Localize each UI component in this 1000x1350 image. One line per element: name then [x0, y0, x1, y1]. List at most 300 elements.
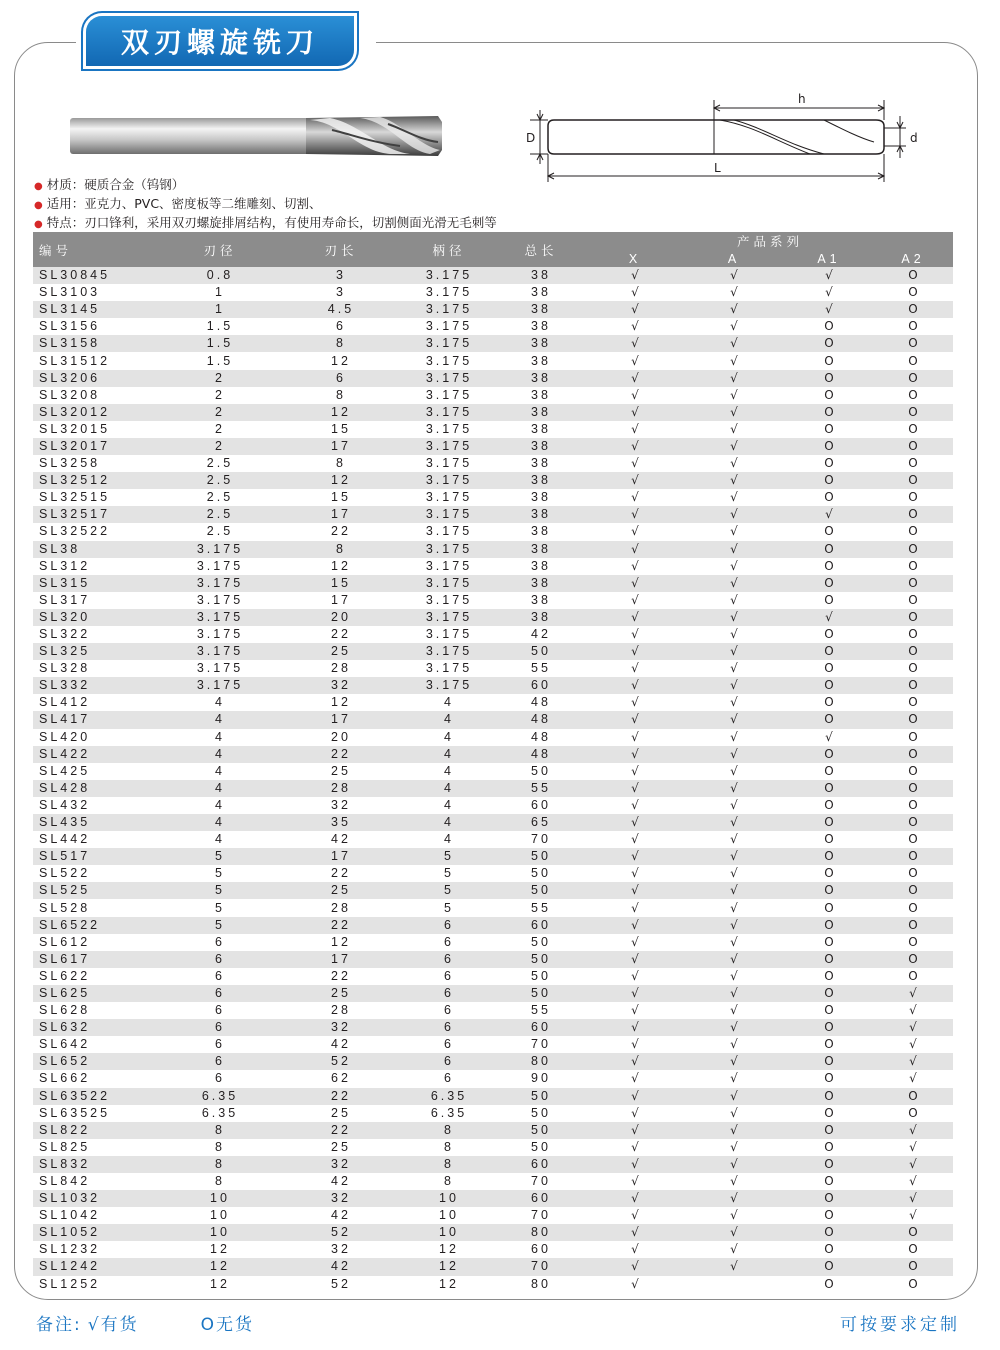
- cell-series-a1: O: [785, 421, 873, 438]
- cell-shank-diameter: 4: [403, 746, 495, 763]
- cell-code: SL3206: [33, 370, 161, 387]
- cell-blade-length: 17: [279, 951, 403, 968]
- cell-blade-diameter: 4: [161, 729, 279, 746]
- table-row: [33, 1036, 953, 1053]
- cell-shank-diameter: 3.175: [403, 404, 495, 421]
- dim-label-d: d: [910, 131, 918, 145]
- cell-blade-diameter: 2: [161, 404, 279, 421]
- cell-blade-length: 42: [279, 1258, 403, 1275]
- table-row: [33, 626, 953, 643]
- cell-blade-diameter: 4: [161, 746, 279, 763]
- cell-blade-diameter: 6: [161, 1036, 279, 1053]
- cell-code: SL420: [33, 729, 161, 746]
- cell-series-a1: O: [785, 1258, 873, 1275]
- cell-blade-diameter: 12: [161, 1241, 279, 1258]
- cell-blade-length: 42: [279, 1173, 403, 1190]
- cell-series-a2: O: [873, 643, 953, 660]
- cell-series-a1: O: [785, 814, 873, 831]
- cell-total-length: 50: [495, 1105, 587, 1122]
- cell-blade-length: 32: [279, 797, 403, 814]
- cell-shank-diameter: 4: [403, 831, 495, 848]
- cell-code: SL328: [33, 660, 161, 677]
- cell-shank-diameter: 5: [403, 865, 495, 882]
- cell-series-a1: √: [785, 609, 873, 626]
- cell-blade-diameter: 12: [161, 1276, 279, 1293]
- cell-series-x: √: [587, 575, 683, 592]
- cell-series-a2: O: [873, 284, 953, 301]
- cell-code: SL432: [33, 797, 161, 814]
- cell-series-a: √: [683, 660, 785, 677]
- cell-shank-diameter: 6: [403, 1036, 495, 1053]
- cell-shank-diameter: 3.175: [403, 489, 495, 506]
- cell-blade-diameter: 4: [161, 694, 279, 711]
- cell-code: SL662: [33, 1070, 161, 1087]
- cell-series-a: √: [683, 780, 785, 797]
- cell-code: SL525: [33, 882, 161, 899]
- cell-blade-length: 25: [279, 1139, 403, 1156]
- cell-shank-diameter: 3.175: [403, 660, 495, 677]
- cell-shank-diameter: 4: [403, 729, 495, 746]
- cell-series-x: √: [587, 267, 683, 284]
- cell-blade-diameter: 6: [161, 968, 279, 985]
- cell-series-x: √: [587, 335, 683, 352]
- cell-total-length: 38: [495, 558, 587, 575]
- cell-series-a1: O: [785, 387, 873, 404]
- cell-blade-length: 28: [279, 780, 403, 797]
- cell-blade-length: 12: [279, 472, 403, 489]
- cell-series-a1: O: [785, 1190, 873, 1207]
- cell-series-a: √: [683, 404, 785, 421]
- cell-total-length: 38: [495, 592, 587, 609]
- table-row: [33, 1173, 953, 1190]
- cell-code: SL325: [33, 643, 161, 660]
- cell-series-a1: O: [785, 951, 873, 968]
- cell-series-a2: O: [873, 797, 953, 814]
- cell-blade-diameter: 6.35: [161, 1088, 279, 1105]
- cell-code: SL832: [33, 1156, 161, 1173]
- header-code: 编号: [33, 232, 161, 267]
- cell-blade-diameter: 2.5: [161, 489, 279, 506]
- cell-shank-diameter: 3.175: [403, 455, 495, 472]
- cell-code: SL428: [33, 780, 161, 797]
- cell-total-length: 38: [495, 318, 587, 335]
- cell-blade-diameter: 3.175: [161, 558, 279, 575]
- cell-series-a2: O: [873, 472, 953, 489]
- cell-total-length: 38: [495, 455, 587, 472]
- cell-series-a2: O: [873, 865, 953, 882]
- cell-series-a2: O: [873, 848, 953, 865]
- cell-series-x: √: [587, 370, 683, 387]
- table-row: [33, 1070, 953, 1087]
- cell-series-x: √: [587, 711, 683, 728]
- table-row: [33, 352, 953, 369]
- cell-code: SL417: [33, 711, 161, 728]
- cell-series-a1: O: [785, 1019, 873, 1036]
- cell-total-length: 38: [495, 352, 587, 369]
- cell-series-a2: O: [873, 677, 953, 694]
- cell-blade-length: 15: [279, 575, 403, 592]
- cell-shank-diameter: 6: [403, 1070, 495, 1087]
- cell-series-a2: √: [873, 1207, 953, 1224]
- cell-code: SL317: [33, 592, 161, 609]
- table-row: [33, 284, 953, 301]
- cell-total-length: 38: [495, 523, 587, 540]
- cell-series-a2: O: [873, 729, 953, 746]
- cell-blade-diameter: 8: [161, 1122, 279, 1139]
- cell-series-x: √: [587, 455, 683, 472]
- cell-series-a2: O: [873, 370, 953, 387]
- cell-total-length: 38: [495, 489, 587, 506]
- header-blade-length: 刃长: [279, 232, 403, 267]
- cell-series-x: √: [587, 1139, 683, 1156]
- table-row: [33, 267, 953, 284]
- cell-blade-diameter: 5: [161, 899, 279, 916]
- cell-series-a1: O: [785, 694, 873, 711]
- cell-series-x: √: [587, 1258, 683, 1275]
- cell-shank-diameter: 4: [403, 694, 495, 711]
- cell-series-a: √: [683, 865, 785, 882]
- cell-series-a: √: [683, 951, 785, 968]
- cell-code: SL63525: [33, 1105, 161, 1122]
- cell-code: SL315: [33, 575, 161, 592]
- cell-blade-diameter: 6: [161, 951, 279, 968]
- cell-series-a1: O: [785, 1122, 873, 1139]
- tool-photo: [70, 112, 450, 160]
- dim-label-L: L: [714, 161, 721, 175]
- cell-blade-length: 42: [279, 1036, 403, 1053]
- table-row: [33, 729, 953, 746]
- cell-code: SL522: [33, 865, 161, 882]
- cell-series-a: √: [683, 626, 785, 643]
- table-row: [33, 335, 953, 352]
- cell-series-a1: O: [785, 985, 873, 1002]
- cell-blade-diameter: 2: [161, 438, 279, 455]
- page-title: 双刃螺旋铣刀: [120, 26, 319, 59]
- cell-blade-length: 28: [279, 1002, 403, 1019]
- cell-shank-diameter: 4: [403, 797, 495, 814]
- cell-code: SL32515: [33, 489, 161, 506]
- table-row: [33, 370, 953, 387]
- table-row: [33, 1122, 953, 1139]
- cell-code: SL32522: [33, 523, 161, 540]
- table-row: [33, 1139, 953, 1156]
- cell-series-x: √: [587, 1207, 683, 1224]
- cell-code: SL30845: [33, 267, 161, 284]
- cell-series-a1: O: [785, 472, 873, 489]
- cell-series-a: √: [683, 1036, 785, 1053]
- cell-code: SL435: [33, 814, 161, 831]
- cell-series-a1: O: [785, 1002, 873, 1019]
- cell-blade-length: 52: [279, 1053, 403, 1070]
- cell-series-a1: O: [785, 865, 873, 882]
- cell-total-length: 60: [495, 917, 587, 934]
- cell-blade-diameter: 2.5: [161, 506, 279, 523]
- cell-series-x: √: [587, 626, 683, 643]
- cell-blade-length: 32: [279, 1156, 403, 1173]
- cell-series-x: √: [587, 1036, 683, 1053]
- cell-shank-diameter: 6: [403, 1019, 495, 1036]
- cell-series-x: √: [587, 865, 683, 882]
- cell-series-x: √: [587, 985, 683, 1002]
- cell-series-a: √: [683, 335, 785, 352]
- cell-series-a2: O: [873, 421, 953, 438]
- table-row: [33, 882, 953, 899]
- dim-label-h: h: [798, 92, 806, 106]
- cell-blade-diameter: 3.175: [161, 592, 279, 609]
- table-row: [33, 660, 953, 677]
- cell-blade-length: 22: [279, 626, 403, 643]
- cell-blade-length: 42: [279, 831, 403, 848]
- cell-total-length: 80: [495, 1053, 587, 1070]
- cell-blade-diameter: 8: [161, 1173, 279, 1190]
- cell-total-length: 48: [495, 746, 587, 763]
- cell-series-a1: O: [785, 711, 873, 728]
- cell-blade-length: 25: [279, 882, 403, 899]
- cell-series-a1: O: [785, 746, 873, 763]
- cell-series-a: √: [683, 985, 785, 1002]
- cell-series-a1: O: [785, 1088, 873, 1105]
- cell-blade-length: 15: [279, 421, 403, 438]
- cell-series-a2: √: [873, 1002, 953, 1019]
- cell-code: SL632: [33, 1019, 161, 1036]
- table-row: [33, 711, 953, 728]
- cell-total-length: 60: [495, 797, 587, 814]
- table-row: [33, 1190, 953, 1207]
- cell-code: SL3208: [33, 387, 161, 404]
- table-row: [33, 506, 953, 523]
- cell-series-a2: O: [873, 592, 953, 609]
- cell-series-a1: O: [785, 318, 873, 335]
- cell-blade-diameter: 1.5: [161, 318, 279, 335]
- cell-series-a2: O: [873, 575, 953, 592]
- cell-total-length: 90: [495, 1070, 587, 1087]
- cell-code: SL32512: [33, 472, 161, 489]
- cell-series-a: √: [683, 1207, 785, 1224]
- cell-shank-diameter: 6: [403, 1002, 495, 1019]
- cell-blade-length: 17: [279, 592, 403, 609]
- cell-series-x: √: [587, 848, 683, 865]
- cell-code: SL1042: [33, 1207, 161, 1224]
- cell-blade-diameter: 6: [161, 1019, 279, 1036]
- cell-blade-length: 17: [279, 711, 403, 728]
- cell-blade-diameter: 4: [161, 780, 279, 797]
- cell-total-length: 65: [495, 814, 587, 831]
- cell-series-a2: O: [873, 951, 953, 968]
- footer-legend: [36, 1310, 254, 1335]
- cell-shank-diameter: 3.175: [403, 318, 495, 335]
- header-total-length: 总长: [495, 232, 587, 267]
- table-row: [33, 1241, 953, 1258]
- cell-total-length: 50: [495, 1139, 587, 1156]
- cell-code: SL322: [33, 626, 161, 643]
- table-row: [33, 438, 953, 455]
- cell-total-length: 60: [495, 677, 587, 694]
- cell-series-x: √: [587, 318, 683, 335]
- cell-total-length: 55: [495, 780, 587, 797]
- cell-series-x: √: [587, 1019, 683, 1036]
- cell-series-x: √: [587, 352, 683, 369]
- cell-blade-length: 8: [279, 541, 403, 558]
- cell-blade-length: 12: [279, 558, 403, 575]
- table-row: [33, 301, 953, 318]
- cell-total-length: 70: [495, 1207, 587, 1224]
- table-row: [33, 558, 953, 575]
- cell-blade-diameter: 6: [161, 934, 279, 951]
- cell-shank-diameter: 3.175: [403, 506, 495, 523]
- legend-in-stock: √有货: [87, 1315, 139, 1335]
- cell-total-length: 70: [495, 1036, 587, 1053]
- cell-total-length: 50: [495, 865, 587, 882]
- cell-series-a: √: [683, 1139, 785, 1156]
- cell-code: SL442: [33, 831, 161, 848]
- table-row: [33, 609, 953, 626]
- cell-series-a: √: [683, 968, 785, 985]
- cell-blade-length: 17: [279, 848, 403, 865]
- cell-series-x: √: [587, 1241, 683, 1258]
- cell-total-length: 38: [495, 284, 587, 301]
- table-row: [33, 1088, 953, 1105]
- cell-blade-diameter: 12: [161, 1258, 279, 1275]
- cell-blade-diameter: 1.5: [161, 352, 279, 369]
- cell-series-x: √: [587, 541, 683, 558]
- cell-blade-length: 8: [279, 335, 403, 352]
- cell-blade-diameter: 2: [161, 387, 279, 404]
- cell-series-a: √: [683, 352, 785, 369]
- cell-shank-diameter: 5: [403, 899, 495, 916]
- cell-shank-diameter: 3.175: [403, 609, 495, 626]
- cell-shank-diameter: 3.175: [403, 626, 495, 643]
- cell-series-a2: O: [873, 455, 953, 472]
- cell-series-a1: O: [785, 352, 873, 369]
- cell-shank-diameter: 6: [403, 934, 495, 951]
- cell-series-a: √: [683, 318, 785, 335]
- cell-blade-length: 6: [279, 318, 403, 335]
- cell-total-length: 42: [495, 626, 587, 643]
- cell-blade-diameter: 2: [161, 421, 279, 438]
- spec-table-body: [33, 267, 953, 1293]
- cell-series-x: √: [587, 797, 683, 814]
- cell-series-a: √: [683, 609, 785, 626]
- bullet-icon: ●: [34, 219, 43, 230]
- cell-series-a: √: [683, 1088, 785, 1105]
- cell-total-length: 80: [495, 1276, 587, 1293]
- cell-shank-diameter: 6.35: [403, 1088, 495, 1105]
- cell-blade-length: 15: [279, 489, 403, 506]
- cell-code: SL63522: [33, 1088, 161, 1105]
- cell-series-a: √: [683, 677, 785, 694]
- cell-series-x: √: [587, 917, 683, 934]
- table-row: [33, 575, 953, 592]
- table-row: [33, 1019, 953, 1036]
- cell-series-a1: O: [785, 797, 873, 814]
- cell-total-length: 38: [495, 472, 587, 489]
- cell-series-a1: O: [785, 968, 873, 985]
- cell-blade-diameter: 5: [161, 848, 279, 865]
- cell-series-a1: O: [785, 1139, 873, 1156]
- cell-series-a1: O: [785, 558, 873, 575]
- cell-blade-length: 32: [279, 1019, 403, 1036]
- cell-shank-diameter: 4: [403, 780, 495, 797]
- cell-series-a2: √: [873, 1070, 953, 1087]
- cell-blade-diameter: 6: [161, 1053, 279, 1070]
- header-blade-diameter: 刃径: [161, 232, 279, 267]
- cell-series-x: √: [587, 746, 683, 763]
- cell-series-a2: O: [873, 506, 953, 523]
- cell-blade-diameter: 1.5: [161, 335, 279, 352]
- cell-series-a1: O: [785, 370, 873, 387]
- cell-total-length: 80: [495, 1224, 587, 1241]
- cell-series-x: √: [587, 1156, 683, 1173]
- cell-shank-diameter: 3.175: [403, 335, 495, 352]
- cell-series-x: √: [587, 438, 683, 455]
- cell-blade-diameter: 2.5: [161, 523, 279, 540]
- cell-series-x: √: [587, 1173, 683, 1190]
- cell-series-x: √: [587, 882, 683, 899]
- cell-blade-diameter: 3.175: [161, 541, 279, 558]
- cell-series-a: √: [683, 489, 785, 506]
- cell-shank-diameter: 3.175: [403, 438, 495, 455]
- cell-series-a2: √: [873, 985, 953, 1002]
- cell-series-a2: O: [873, 814, 953, 831]
- cell-series-a1: √: [785, 729, 873, 746]
- cell-series-x: √: [587, 284, 683, 301]
- cell-code: SL612: [33, 934, 161, 951]
- cell-code: SL642: [33, 1036, 161, 1053]
- cell-blade-length: 12: [279, 934, 403, 951]
- cell-shank-diameter: 3.175: [403, 352, 495, 369]
- cell-blade-length: 17: [279, 506, 403, 523]
- cell-shank-diameter: 10: [403, 1224, 495, 1241]
- table-row: [33, 1258, 953, 1275]
- cell-series-x: √: [587, 968, 683, 985]
- cell-series-a: √: [683, 558, 785, 575]
- cell-series-a1: O: [785, 1207, 873, 1224]
- cell-blade-length: 42: [279, 1207, 403, 1224]
- cell-series-a2: O: [873, 882, 953, 899]
- cell-total-length: 50: [495, 951, 587, 968]
- cell-series-a2: O: [873, 489, 953, 506]
- cell-total-length: 50: [495, 1088, 587, 1105]
- cell-series-a1: O: [785, 660, 873, 677]
- cell-shank-diameter: 6: [403, 951, 495, 968]
- cell-series-x: √: [587, 780, 683, 797]
- cell-series-a: √: [683, 746, 785, 763]
- cell-blade-diameter: 4: [161, 831, 279, 848]
- cell-series-a2: O: [873, 438, 953, 455]
- cell-series-a: √: [683, 848, 785, 865]
- cell-series-a1: O: [785, 489, 873, 506]
- cell-series-a2: O: [873, 968, 953, 985]
- cell-series-a1: √: [785, 284, 873, 301]
- custom-order-note: 可按要求定制: [840, 1315, 960, 1335]
- cell-series-a2: O: [873, 301, 953, 318]
- table-row: [33, 404, 953, 421]
- cell-shank-diameter: 5: [403, 848, 495, 865]
- cell-series-a2: O: [873, 763, 953, 780]
- cell-series-a1: O: [785, 1173, 873, 1190]
- table-row: [33, 318, 953, 335]
- cell-series-a1: √: [785, 301, 873, 318]
- table-row: [33, 455, 953, 472]
- cell-series-a2: O: [873, 1224, 953, 1241]
- cell-series-a2: O: [873, 1088, 953, 1105]
- cell-blade-diameter: 3.175: [161, 626, 279, 643]
- cell-total-length: 50: [495, 848, 587, 865]
- cell-series-a2: O: [873, 1105, 953, 1122]
- cell-code: SL312: [33, 558, 161, 575]
- cell-shank-diameter: 3.175: [403, 370, 495, 387]
- table-row: [33, 917, 953, 934]
